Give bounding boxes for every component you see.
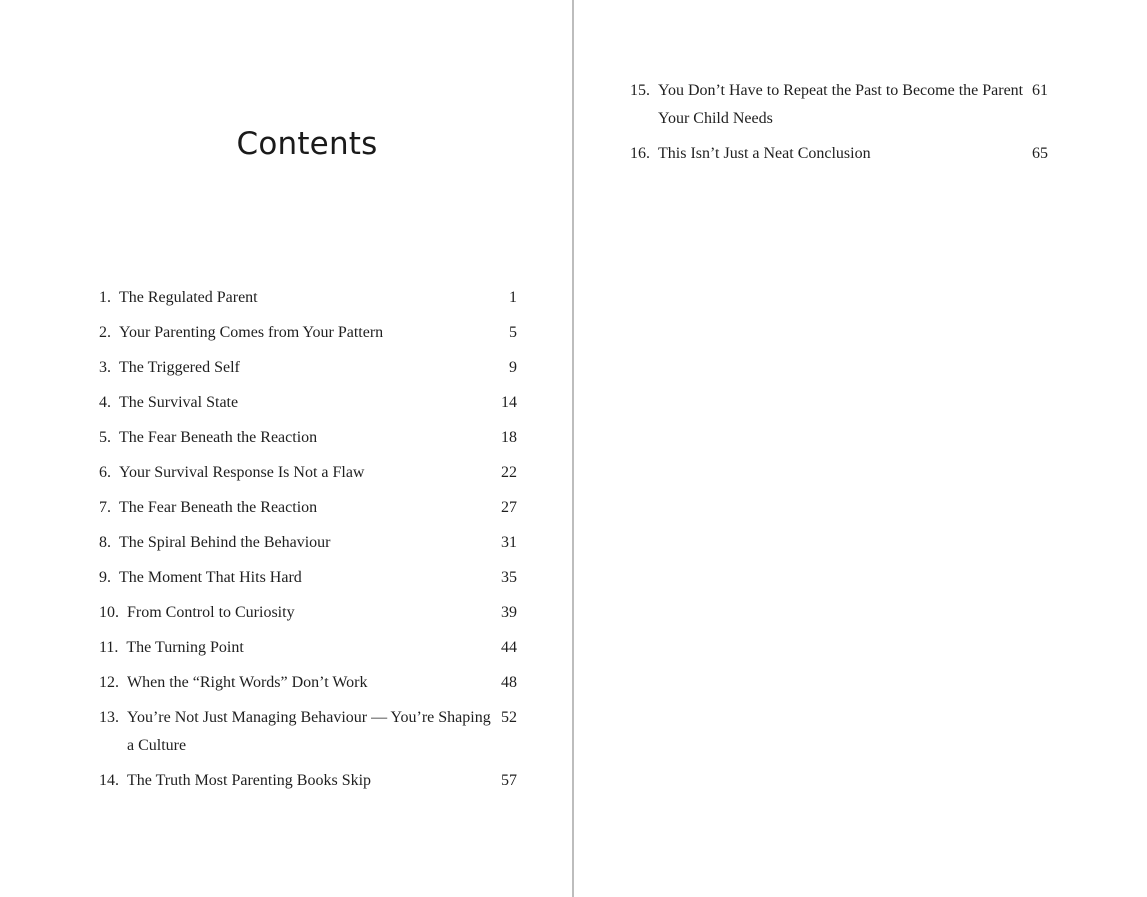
toc-entry-title: The Moment That Hits Hard — [119, 569, 302, 586]
toc-entry-page-number: 1 — [509, 289, 517, 306]
toc-entry-title: Your Parenting Comes from Your Pattern — [119, 324, 384, 341]
toc-entry-page-number: 27 — [501, 499, 517, 516]
toc-entry[interactable] — [99, 284, 517, 312]
left-page — [0, 0, 573, 897]
toc-entry-number: 1. — [99, 289, 111, 306]
toc-entry[interactable] — [99, 389, 517, 417]
toc-entry-title: The Fear Beneath the Reaction — [119, 429, 318, 446]
toc-list-left — [99, 284, 517, 802]
toc-entry[interactable] — [99, 669, 517, 697]
toc-entry[interactable] — [99, 599, 517, 627]
toc-entry-number: 14. — [99, 772, 119, 789]
toc-entry-number: 12. — [99, 674, 119, 691]
toc-entry-title: This Isn’t Just a Neat Conclusion — [658, 145, 871, 162]
toc-entry[interactable] — [99, 354, 517, 382]
toc-entry-title: The Regulated Parent — [119, 289, 258, 306]
toc-entry-title: The Turning Point — [126, 639, 244, 656]
toc-entry-title: The Spiral Behind the Behaviour — [119, 534, 331, 551]
toc-list-right — [630, 77, 1048, 175]
contents-title: Contents — [236, 126, 378, 162]
toc-entry-number: 16. — [630, 145, 650, 162]
toc-entry-title: When the “Right Words” Don’t Work — [127, 674, 368, 691]
toc-entry-number: 6. — [99, 464, 111, 481]
toc-entry[interactable] — [99, 319, 517, 347]
toc-entry-title: The Fear Beneath the Reaction — [119, 499, 318, 516]
toc-entry[interactable] — [99, 704, 517, 760]
toc-entry-title: You Don’t Have to Repeat the Past to Become the Parent Your Child Needs — [658, 82, 1024, 127]
toc-entry-page-number: 48 — [501, 674, 517, 691]
toc-entry-page-number: 22 — [501, 464, 517, 481]
toc-entry-number: 5. — [99, 429, 111, 446]
toc-entry-number: 7. — [99, 499, 111, 516]
toc-entry-page-number: 5 — [509, 324, 517, 341]
toc-entry[interactable] — [99, 424, 517, 452]
toc-entry-title: The Triggered Self — [119, 359, 240, 376]
toc-entry-number: 2. — [99, 324, 111, 341]
toc-entry-title: The Survival State — [119, 394, 239, 411]
toc-entry-page-number: 35 — [501, 569, 517, 586]
toc-entry-title: From Control to Curiosity — [127, 604, 295, 621]
toc-entry[interactable] — [630, 77, 1048, 133]
toc-entry-page-number: 9 — [509, 359, 517, 376]
toc-entry-page-number: 18 — [501, 429, 517, 446]
toc-entry-page-number: 65 — [1032, 145, 1048, 162]
toc-entry-number: 11. — [99, 639, 119, 656]
toc-entry-page-number: 61 — [1032, 82, 1048, 99]
toc-entry-number: 10. — [99, 604, 119, 621]
toc-entry-number: 4. — [99, 394, 111, 411]
toc-entry[interactable] — [630, 140, 1048, 168]
toc-entry[interactable] — [99, 634, 517, 662]
toc-entry[interactable] — [99, 494, 517, 522]
toc-entry-title: Your Survival Response Is Not a Flaw — [119, 464, 365, 481]
toc-entry-number: 9. — [99, 569, 111, 586]
toc-entry[interactable] — [99, 459, 517, 487]
toc-entry-title: The Truth Most Parenting Books Skip — [127, 772, 372, 789]
toc-entry-number: 15. — [630, 82, 650, 99]
toc-entry[interactable] — [99, 767, 517, 795]
toc-entry-page-number: 44 — [501, 639, 517, 656]
toc-entry-title: You’re Not Just Managing Behaviour — You’re Shaping a Culture — [127, 709, 491, 754]
toc-entry-page-number: 31 — [501, 534, 517, 551]
toc-entry-page-number: 39 — [501, 604, 517, 621]
toc-entry[interactable] — [99, 529, 517, 557]
toc-entry[interactable] — [99, 564, 517, 592]
toc-entry-number: 3. — [99, 359, 111, 376]
toc-entry-number: 13. — [99, 709, 119, 726]
right-page — [574, 0, 1147, 897]
toc-entry-page-number: 14 — [501, 394, 517, 411]
toc-entry-page-number: 52 — [501, 709, 517, 726]
toc-entry-page-number: 57 — [501, 772, 517, 789]
toc-entry-number: 8. — [99, 534, 111, 551]
